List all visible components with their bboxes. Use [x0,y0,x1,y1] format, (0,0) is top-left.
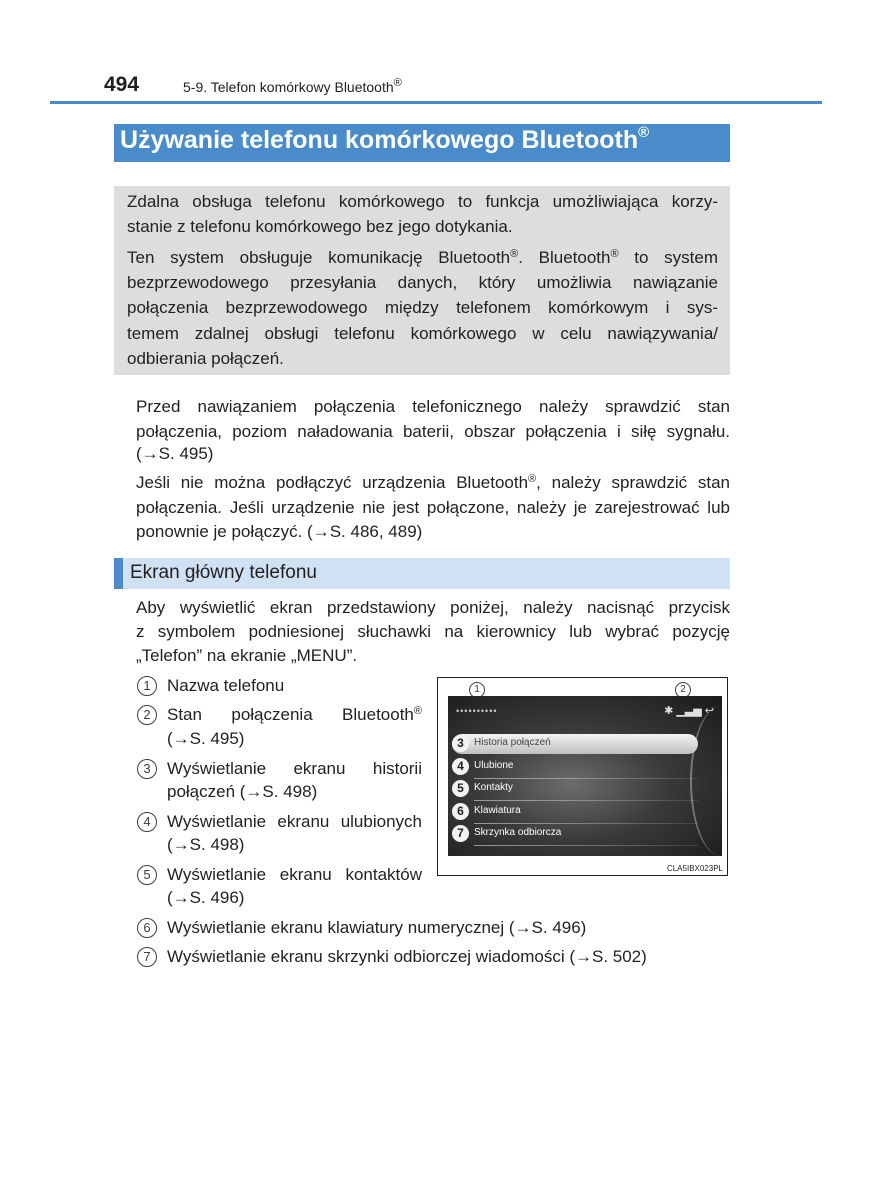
text-segment: (→S. 495) [167,729,245,748]
text-segment: Zdalna obsługa telefonu komórkowego to funkcja umożliwiająca korzy- [127,192,718,211]
menu-item-label: Historia połączeń [474,737,551,748]
page-title-text: Używanie telefonu komórkowego Bluetooth [120,126,639,154]
text-segment: . Bluetooth [518,248,611,267]
menu-item-number: 6 [452,803,469,820]
menu-item-number: 3 [452,735,469,752]
menu-item-label: Klawiatura [474,804,521,816]
body-line [136,521,730,543]
body-line [136,421,730,443]
intro-line [127,297,718,319]
text-segment: połączenia bezprzewodowego między telefonem komórkowym i sys- [127,298,718,317]
section-heading-bar [114,558,730,589]
text-segment: to system [618,248,718,267]
text-segment: Ten system obsługuje komunikację Bluetooth [127,248,511,267]
title-banner [114,124,730,162]
text-segment: bezprzewodowego przesyłania danych, który umożliwia nawiązanie [127,273,718,292]
registered-mark: ® [393,77,402,89]
head-unit-screen [448,696,722,856]
intro-line [127,216,718,238]
intro-line [127,272,718,294]
text-segment: Wyświetlanie ekranu ulubionych [167,812,422,831]
menu-item-number: 4 [452,758,469,775]
intro-line [127,323,718,345]
list-item-line [167,781,422,803]
text-segment: , należy sprawdzić stan [536,473,730,492]
menu-item-label: Kontakty [474,782,513,793]
registered-mark: ® [528,473,537,485]
list-item-line [167,675,422,697]
intro-line [127,348,718,370]
intro-line [127,191,718,213]
body-line [136,497,730,519]
list-number-badge: 5 [137,865,157,885]
list-item-line [167,946,727,968]
phone-name-display: •••••••••• [456,706,498,716]
running-header [183,79,402,95]
header-rule [50,101,822,104]
list-number-badge: 6 [137,918,157,938]
figure-callout-1: 1 [469,682,485,698]
list-number-badge: 1 [137,676,157,696]
text-segment: Wyświetlanie ekranu historii [167,759,422,778]
page-title [120,126,649,155]
text-segment: z symbolem podniesionej słuchawki na kierownicy lub wybrać pozycję [136,622,730,641]
figure-code: CLA5IBX023PL [666,864,723,873]
title-registered-mark: ® [638,124,650,141]
lead-line [136,621,730,643]
text-segment: (→S. 498) [167,835,245,854]
lead-line [136,597,730,619]
text-segment: Aby wyświetlić ekran przedstawiony poniżej, należy nacisnąć przycisk [136,598,730,617]
text-segment: stanie z telefonu komórkowego bez jego dotykania. [127,217,513,236]
text-segment: Jeśli nie można podłączyć urządzenia Bluetooth [136,473,529,492]
text-segment: połączenia. Jeśli urządzenie nie jest połączone, należy je zarejestrować lub [136,498,730,517]
menu-item-number: 7 [452,825,469,842]
body-line [136,396,730,418]
text-segment: Wyświetlanie ekranu skrzynki odbiorczej wiadomości (→S. 502) [167,947,647,966]
phone-menu-item[interactable] [452,824,698,844]
list-item-line [167,704,422,726]
menu-item-label: Skrzynka odbiorcza [474,827,562,838]
registered-mark: ® [510,248,519,260]
section-heading: Ekran główny telefonu [130,562,317,583]
list-number-badge: 3 [137,759,157,779]
phone-menu-item[interactable] [452,802,698,822]
intro-line [127,247,718,269]
list-item-line [167,758,422,780]
list-number-badge: 7 [137,947,157,967]
registered-mark: ® [610,248,619,260]
text-segment: Nazwa telefonu [167,676,285,695]
list-item-line [167,728,422,750]
page-number: 494 [104,73,140,96]
text-segment: odbierania połączeń. [127,349,284,368]
list-item-line [167,864,422,886]
menu-item-label: Ulubione [474,759,514,771]
phone-menu-item[interactable] [452,779,698,799]
body-line [136,443,730,465]
body-line [136,472,730,494]
list-item-line [167,917,727,939]
section-heading-stripe [114,558,123,589]
list-item-line [167,811,422,833]
phone-menu-item[interactable] [452,757,698,777]
menu-item-number: 5 [452,780,469,797]
phone-menu-item[interactable] [452,734,698,754]
text-segment: połączeń (→S. 498) [167,782,318,801]
text-segment: „Telefon” na ekranie „MENU”. [136,646,358,665]
figure-callout-2: 2 [675,682,691,698]
text-segment: Wyświetlanie ekranu kontaktów [167,865,422,884]
text-segment: ponownie je połączyć. (→S. 486, 489) [136,522,423,541]
lead-line [136,645,730,667]
text-segment: temem zdalnej obsługi telefonu komórkowego w celu nawiązywania/ [127,324,718,343]
text-segment: Stan połączenia Bluetooth [167,705,414,724]
text-segment: (→S. 495) [136,444,214,463]
text-segment: (→S. 496) [167,888,245,907]
list-number-badge: 4 [137,812,157,832]
running-header-text: 5-9. Telefon komórkowy Bluetooth [183,79,394,95]
text-segment: Przed nawiązaniem połączenia telefonicznego należy sprawdzić stan [136,397,730,416]
registered-mark: ® [413,705,422,717]
phone-screen-figure [437,677,728,876]
menu-separator [474,845,698,846]
text-segment: Wyświetlanie ekranu klawiatury numerycznej (→S. 496) [167,918,587,937]
list-item-line [167,887,422,909]
list-item-line [167,834,422,856]
text-segment: połączenia, poziom naładowania baterii, obszar połączenia i siłę sygnału. [136,422,730,441]
list-number-badge: 2 [137,705,157,725]
bluetooth-status-icons: ✱ ▁▃▅ ↩ [664,705,714,717]
